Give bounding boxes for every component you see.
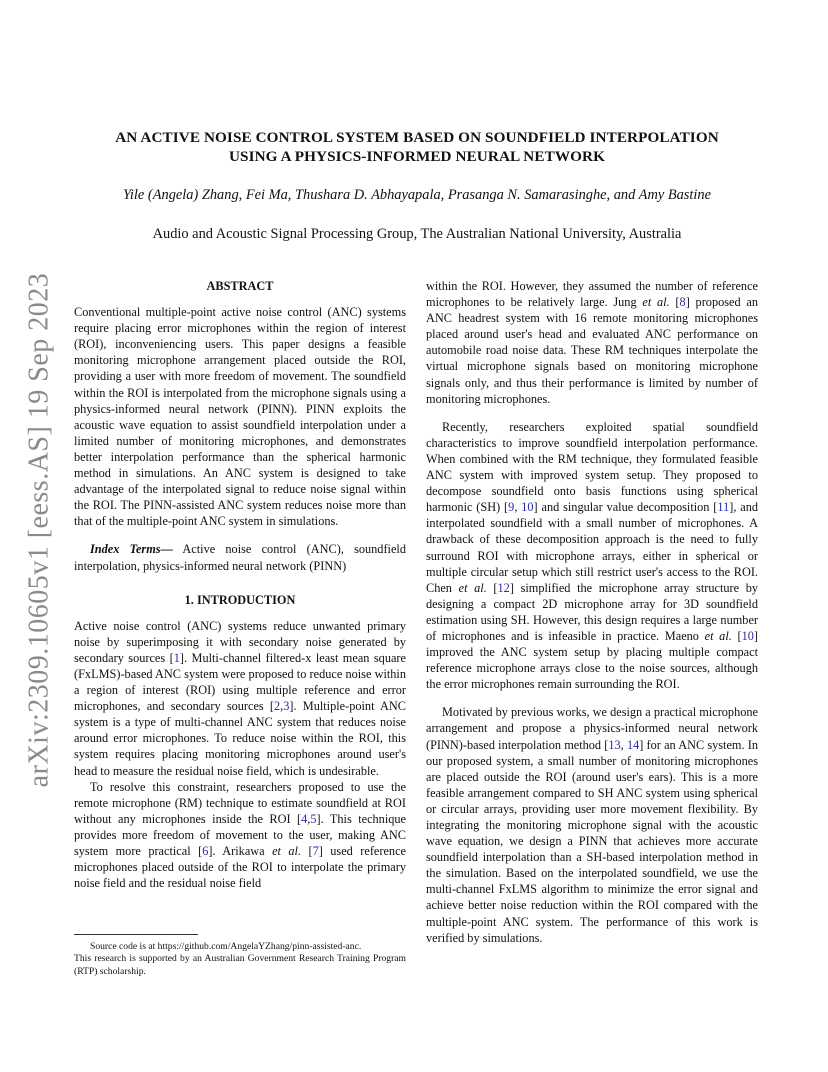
footnote-source-code: Source code is at https://github.com/AngelaYZhang/pinn-assisted-anc. bbox=[90, 941, 362, 952]
intro-paragraph-3: Recently, researchers exploited spatial soundfield characteristics to improve soundfield interpolation performance. When combined with the RM technique, they formulated feasible ANC system with improved system setup. They proposed to decompose soundfield onto basis functions using spherical harmonic (SH) [9, 10] and singular value decomposition [11], and interpolated soundfield with a small number of microphones. A drawback of these decomposition approach is the need to fully surround ROI with microphone arrays, either in spherical or multiple circular setup which still restrict user's access to the ROI. Chen et al. [12] simplified the microphone array structure by designing a compact 2D microphone array for 3D soundfield estimation using SH. However, this design requires a large number of microphones and is infeasible in practice. Maeno et al. [10] improved the ANC system setup by placing multiple compact reference microphone arrays close to the noise sources, although the error microphones remain surrounding the ROI. bbox=[426, 419, 759, 692]
index-terms-text: Active noise control (ANC), soundfield interpolation, physics-informed neural network (PINN) bbox=[74, 542, 406, 573]
citation-link[interactable]: 11 bbox=[717, 500, 730, 515]
citation-link[interactable]: 5 bbox=[310, 811, 317, 826]
abstract-text: Conventional multiple-point active noise control (ANC) systems require placing error microphones within the region of interest (ROI), inconveniencing users. This paper designs a feasible monitoring microphone arrangement placed outside the ROI, providing a user with more freedom of movement. The soundfield within the ROI is interpolated from the microphone signals using a physics-informed neural network (PINN). PINN exploits the acoustic wave equation to assist soundfield interpolation under a limited number of monitoring microphones, and demonstrates better interpolation performance than the spherical harmonic method in simulations. An ANC system is designed to take advantage of the interpolated signal to reduce noise signal within the ROI. The PINN-assisted ANC system reduces noise more than that of the multiple-point ANC system in simulations. bbox=[74, 305, 406, 529]
right-column bbox=[426, 278, 758, 946]
intro-paragraph-2-continued: within the ROI. However, they assumed the number of reference microphones to be relatively large. Jung et al. [8] proposed an ANC headrest system with 16 remote monitoring microphones placed around user's head and evaluated ANC performance on automobile road noise data. These RM techniques interpolate the virtual microphone signals based on monitoring microphone signals only, and thus their performance is limited by number of monitoring microphones. bbox=[426, 279, 758, 406]
citation-link[interactable]: 14 bbox=[626, 737, 640, 752]
footnote-funding: This research is supported by an Australian Government Research Training Program (RTP) scholarship. bbox=[74, 953, 406, 977]
citation-link[interactable]: 4 bbox=[301, 811, 308, 826]
citation-link[interactable]: 10 bbox=[521, 500, 534, 515]
arxiv-id-text: arXiv:2309.10605v1 [eess.AS] 19 Sep 2023 bbox=[23, 272, 54, 788]
citation-link[interactable]: 9 bbox=[508, 500, 515, 515]
citation-link[interactable]: 2 bbox=[274, 699, 281, 714]
abstract-heading: ABSTRACT bbox=[206, 279, 274, 293]
citation-link[interactable]: 10 bbox=[741, 628, 754, 643]
title-line-2: USING A PHYSICS-INFORMED NEURAL NETWORK bbox=[228, 148, 606, 165]
citation-link[interactable]: 12 bbox=[497, 580, 510, 595]
citation-link[interactable]: 6 bbox=[202, 844, 209, 858]
intro-paragraph-4: Motivated by previous works, we design a practical microphone arrangement and propose a physics-informed neural network (PINN)-based interpolation method [13, 14] for an ANC system. In our proposed system, a small number of monitoring microphones are placed outside the ROI (around user's ears). This is a more feasible arrangement compared to SH ANC system using spherical or circular arrays, providing user more movement flexibility. By integrating the monitoring microphone signal with the acoustic wave equation, we design a PINN that achieves more accurate soundfield interpolation than a SH-based interpolation method in the simulation. Based on the interpolated soundfield, we use the multi-channel FxLMS algorithm to minimize the error signal and achieve better noise reduction within the ROI compared with the multiple-point ANC system. The performance of this work is verified by simulations. bbox=[426, 705, 759, 945]
citation-link[interactable]: 3 bbox=[283, 699, 290, 714]
footnote bbox=[74, 934, 406, 978]
left-column bbox=[74, 278, 406, 891]
citation-link[interactable]: 7 bbox=[312, 844, 319, 858]
paper-title bbox=[80, 128, 754, 166]
citation-link[interactable]: 1 bbox=[173, 650, 180, 665]
intro-paragraph-1: Active noise control (ANC) systems reduce unwanted primary noise by superimposing it with secondary noise generated by secondary sources [1]. Multi-channel filtered-x least mean square (FxLMS)-based ANC system were proposed to reduce noise within a region of interest (ROI) using multiple reference and error microphones, and secondary sources [2,3]. Multiple-point ANC system is a type of multi-channel ANC system that reduces noise around error microphones. To reduce noise within the ROI, this system requires placing monitoring microphones around user's head to measure the residual noise field, which is undesirable. bbox=[74, 618, 406, 778]
intro-paragraph-2: To resolve this constraint, researchers proposed to use the remote microphone (RM) technique to estimate soundfield at ROI without any microphones inside the ROI [4,5]. This technique provides more freedom of movement to the user, making ANC system more practical [6]. Arikawa et al. [7] used reference microphones placed outside of the ROI to interpolate the primary noise field and the residual noise field bbox=[74, 779, 406, 891]
citation-link[interactable]: 8 bbox=[679, 295, 686, 310]
title-line-1: AN ACTIVE NOISE CONTROL SYSTEM BASED ON SOUNDFIELD INTERPOLATION bbox=[115, 129, 719, 146]
author-list: Yile (Angela) Zhang, Fei Ma, Thushara D. Abhayapala, Prasanga N. Samarasinghe, and Amy Bastine bbox=[123, 187, 711, 203]
introduction-heading: 1. INTRODUCTION bbox=[184, 592, 296, 607]
citation-link[interactable]: 13 bbox=[608, 737, 621, 752]
affiliation: Audio and Acoustic Signal Processing Group, The Australian National University, Australia bbox=[152, 226, 682, 242]
footnote-rule bbox=[74, 934, 198, 935]
index-terms-label: Index Terms— bbox=[90, 542, 173, 557]
arxiv-side-identifier bbox=[14, 270, 64, 790]
index-terms bbox=[74, 541, 406, 573]
